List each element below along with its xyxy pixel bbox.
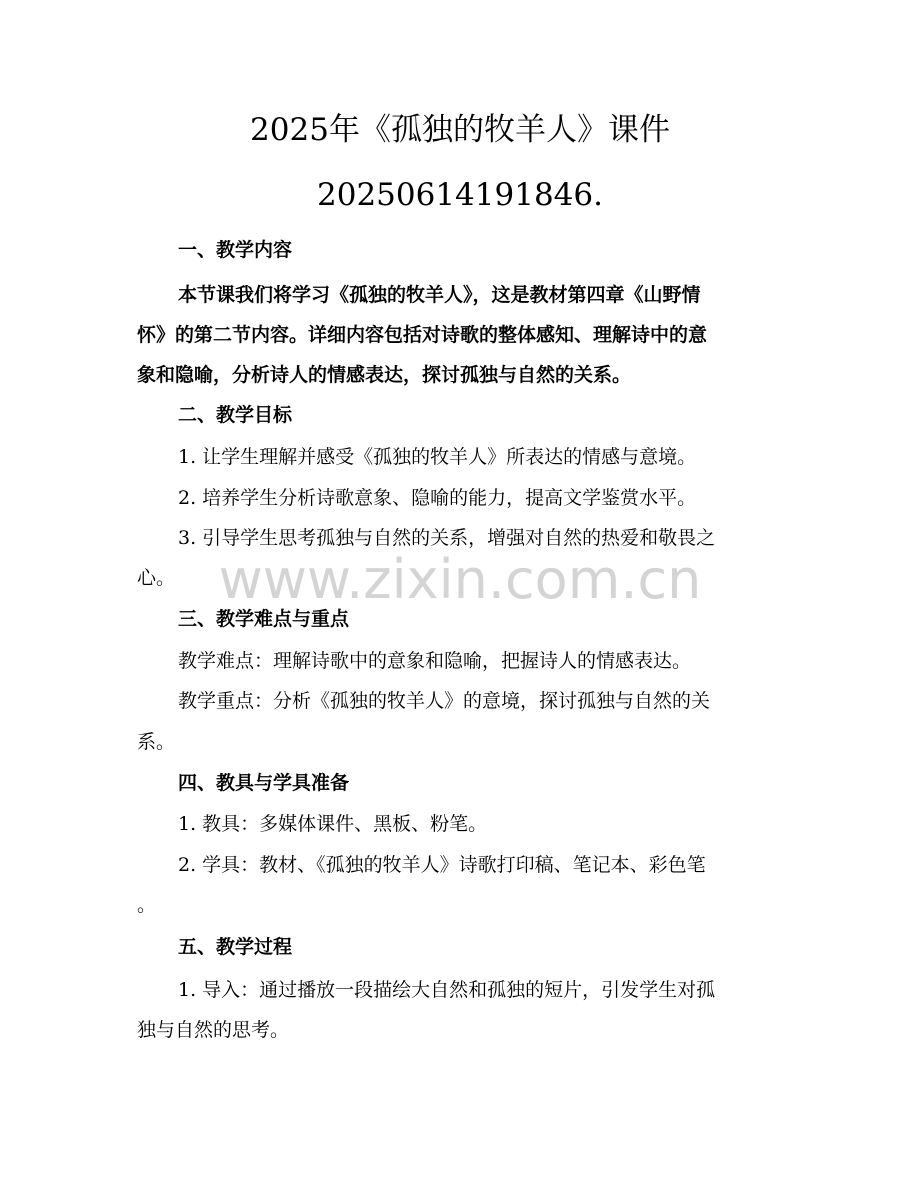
section-heading-content: 一、教学内容 [178, 239, 293, 261]
paragraph-line: 怀》的第二节内容。详细内容包括对诗歌的整体感知、理解诗中的意 [137, 324, 708, 346]
list-item: 2. 培养学生分析诗歌意象、隐喻的能力，提高文学鉴赏水平。 [178, 487, 697, 509]
paragraph-line: 象和隐喻，分析诗人的情感表达，探讨孤独与自然的关系。 [137, 364, 632, 386]
list-item: 1. 让学生理解并感受《孤独的牧羊人》所表达的情感与意境。 [178, 446, 697, 468]
document-title: 2025年《孤独的牧羊人》课件 [250, 112, 670, 148]
list-item-continuation: 。 [137, 894, 157, 916]
list-item: 1. 导入：通过播放一段描绘大自然和孤独的短片，引发学生对孤 [178, 979, 716, 1001]
paragraph-line: 教学难点：理解诗歌中的意象和隐喻，把握诗人的情感表达。 [178, 650, 692, 672]
document-subtitle-id: 20250614191846. [317, 177, 603, 213]
list-item: 3. 引导学生思考孤独与自然的关系，增强对自然的热爱和敬畏之 [178, 527, 716, 549]
section-heading-process: 五、教学过程 [178, 936, 293, 958]
section-heading-materials: 四、教具与学具准备 [178, 772, 350, 794]
paragraph-line: 本节课我们将学习《孤独的牧羊人》，这是教材第四章《山野情 [178, 284, 701, 306]
paragraph-line: 教学重点：分析《孤独的牧羊人》的意境，探讨孤独与自然的关 [178, 690, 711, 712]
section-heading-objectives: 二、教学目标 [178, 404, 293, 426]
paragraph-line: 系。 [137, 731, 176, 753]
list-item: 2. 学具：教材、《孤独的牧羊人》诗歌打印稿、笔记本、彩色笔 [178, 854, 706, 876]
list-item-continuation: 独与自然的思考。 [137, 1019, 290, 1041]
list-item: 1. 教具：多媒体课件、黑板、粉笔。 [178, 813, 488, 835]
watermark: www.zixin.com.cn [218, 548, 702, 611]
section-heading-key-points: 三、教学难点与重点 [178, 608, 350, 630]
list-item-continuation: 心。 [137, 567, 176, 589]
